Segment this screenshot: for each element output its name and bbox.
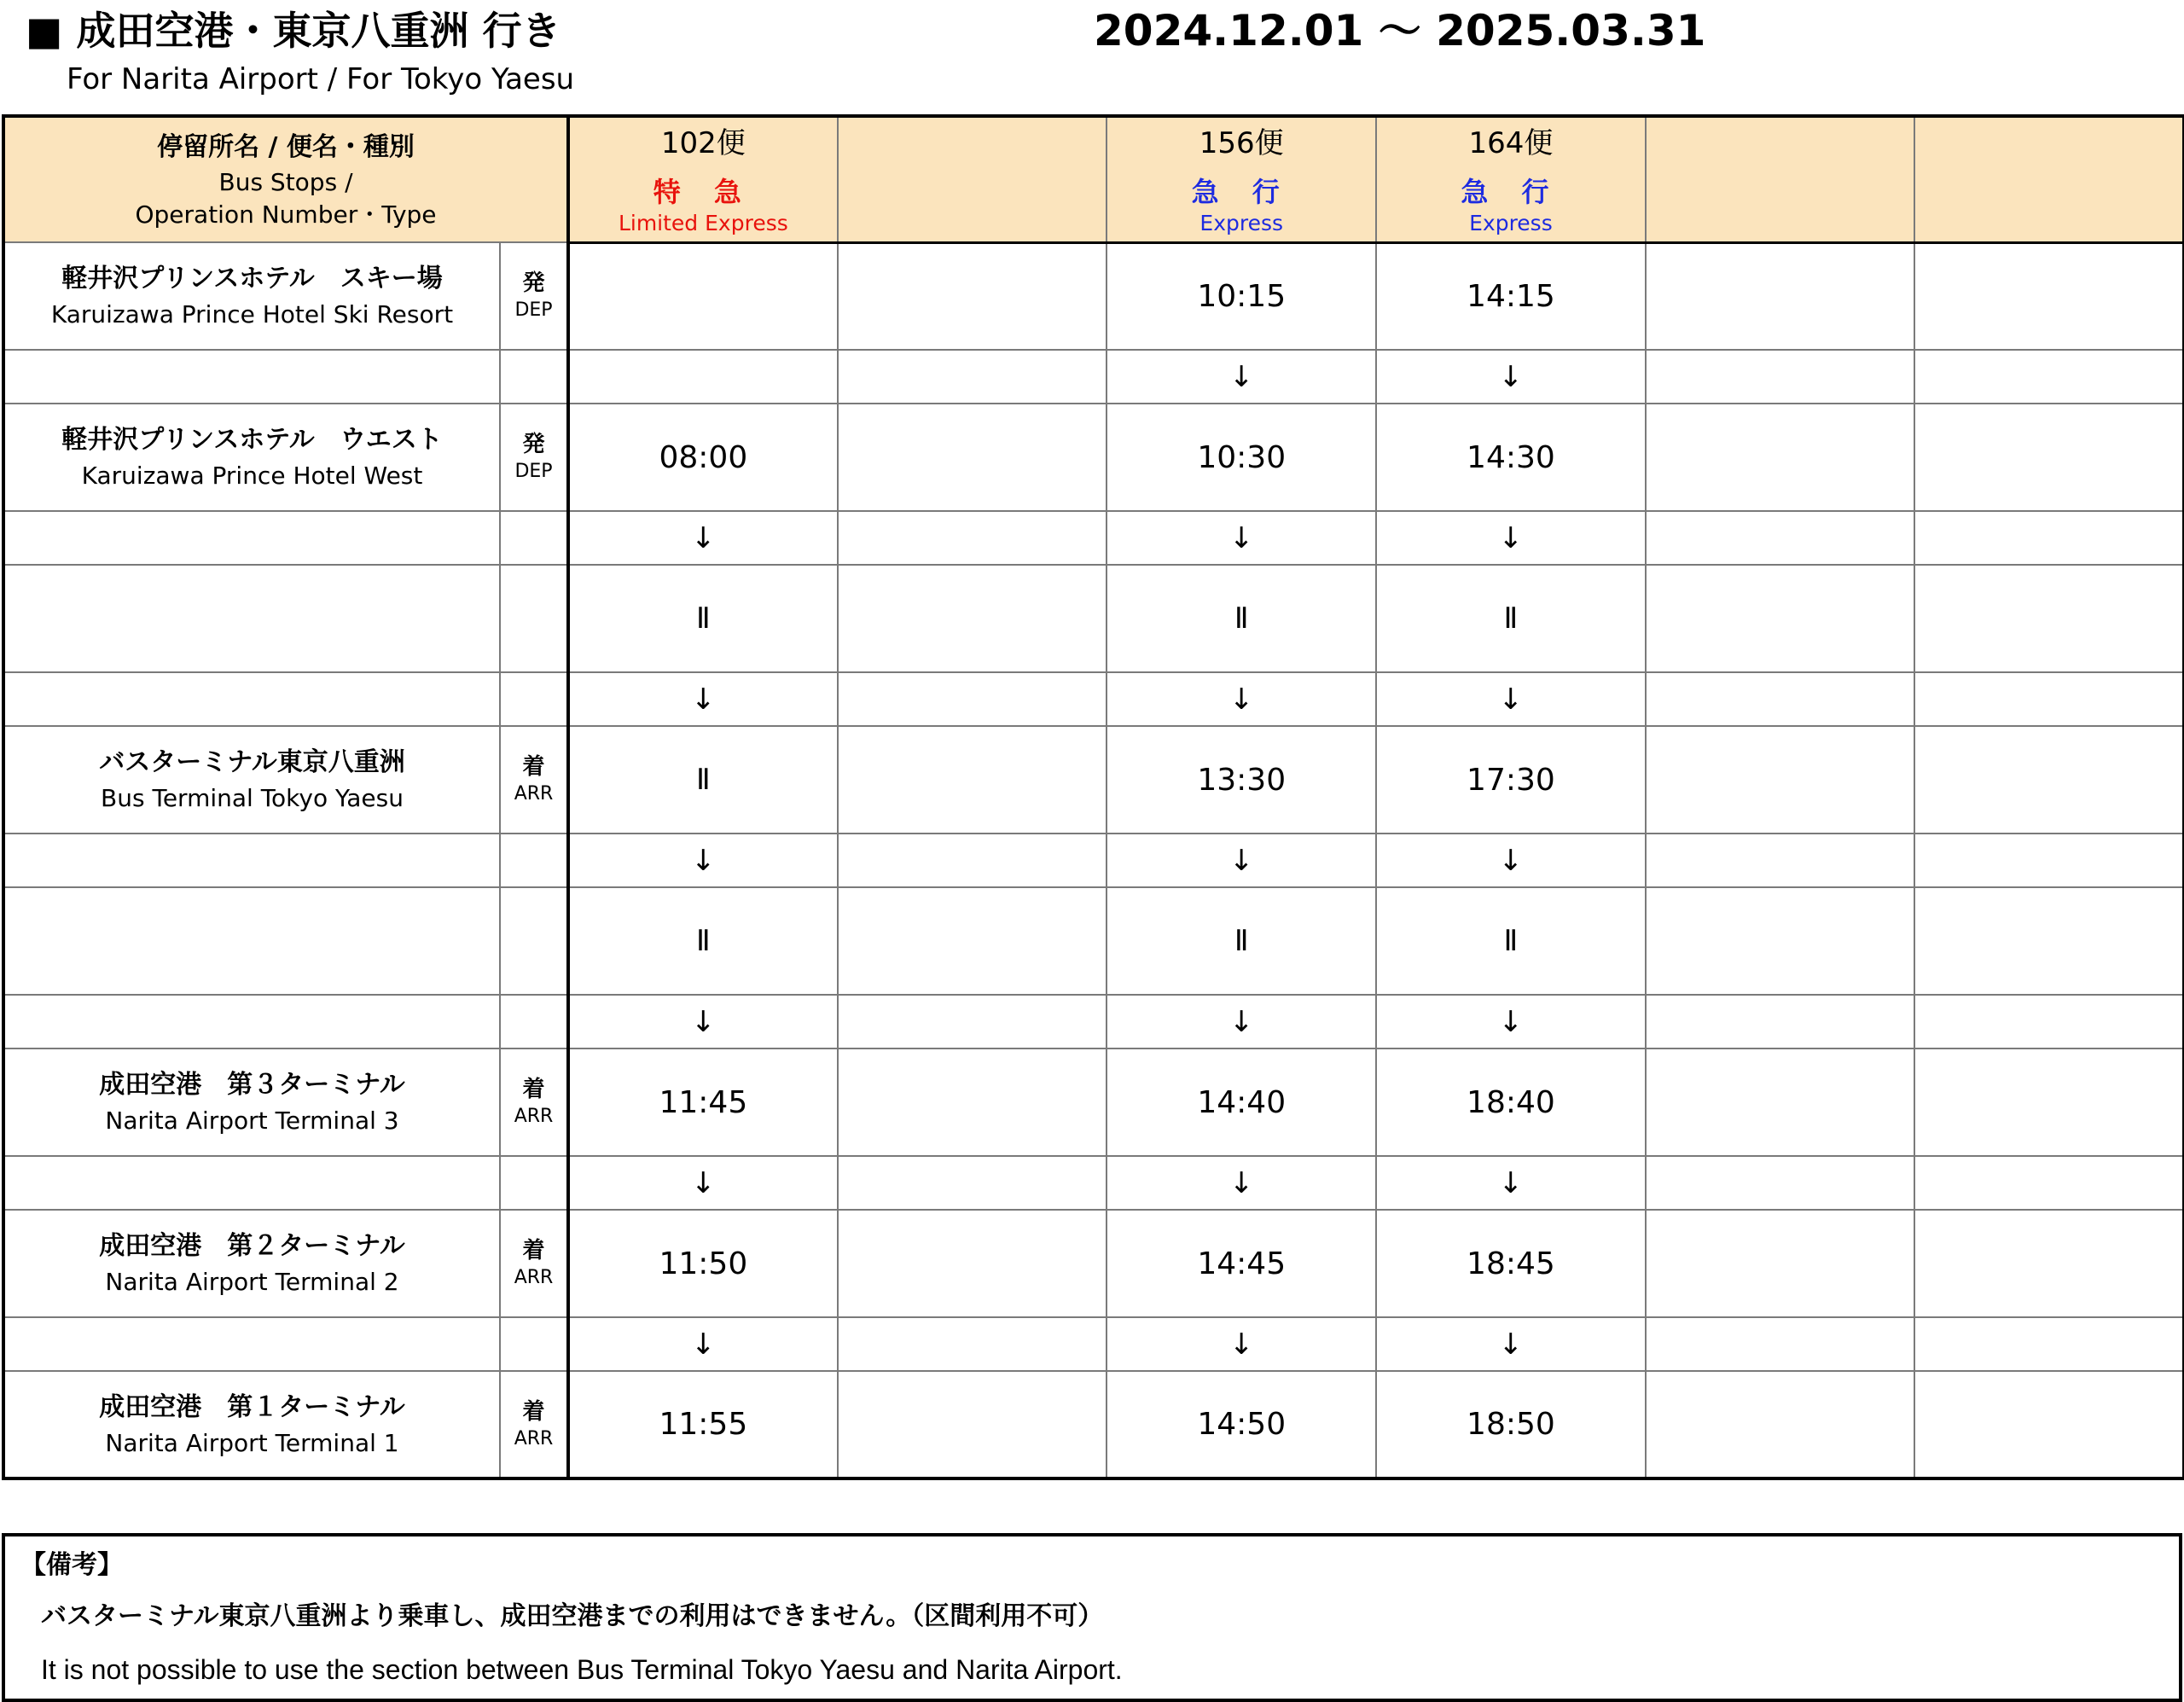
time-cell xyxy=(838,404,1107,511)
direction-en: ARR xyxy=(514,1267,554,1288)
service-type-cell xyxy=(568,169,838,242)
time-cell xyxy=(1914,1371,2184,1478)
time-cell xyxy=(838,995,1107,1049)
time-cell xyxy=(568,565,838,672)
pass-through-mark: Ⅱ xyxy=(695,763,711,797)
connector-row xyxy=(3,350,2184,404)
corner-header-ja: 停留所名 / 便名・種別 xyxy=(157,131,415,162)
stop-name-en: Narita Airport Terminal 2 xyxy=(105,1268,399,1296)
direction-cell xyxy=(500,726,568,834)
down-arrow-icon: ↓ xyxy=(1498,359,1524,394)
time-cell xyxy=(568,726,838,834)
down-arrow-icon: ↓ xyxy=(691,1004,716,1039)
direction-cell xyxy=(500,1210,568,1317)
corner-header-en-2: Operation Number・Type xyxy=(135,200,437,229)
service-type-cell xyxy=(1914,169,2184,242)
stop-name-ja: 軽井沢プリンスホテル スキー場 xyxy=(61,264,443,293)
time-cell xyxy=(568,242,838,350)
time-value: 10:15 xyxy=(1197,278,1287,314)
time-cell xyxy=(1646,404,1915,511)
connector-row xyxy=(3,995,2184,1049)
down-arrow-icon: ↓ xyxy=(691,1165,716,1200)
stop-name-cell xyxy=(3,672,500,726)
time-value: 13:30 xyxy=(1197,762,1287,798)
direction-en: DEP xyxy=(514,299,553,321)
time-cell xyxy=(1376,887,1646,995)
direction-cell xyxy=(500,1049,568,1156)
time-cell xyxy=(838,1371,1107,1478)
down-arrow-icon: ↓ xyxy=(1498,520,1524,555)
stop-name-cell xyxy=(3,995,500,1049)
service-number: 164便 xyxy=(1468,126,1554,160)
down-arrow-icon: ↓ xyxy=(1498,1165,1524,1200)
notes-line-en: It is not possible to use the section between Bus Terminal Tokyo Yaesu and Narita Airport. xyxy=(41,1654,1123,1685)
time-cell xyxy=(1107,1156,1376,1210)
pass-through-mark: Ⅱ xyxy=(1234,601,1249,636)
time-cell xyxy=(1107,565,1376,672)
time-cell xyxy=(1376,1371,1646,1478)
time-cell xyxy=(1376,1317,1646,1371)
time-cell xyxy=(1914,1049,2184,1156)
pass-through-mark: Ⅱ xyxy=(1234,924,1249,958)
service-number: 102便 xyxy=(660,126,746,160)
time-cell xyxy=(568,1049,838,1156)
direction-cell xyxy=(500,565,568,672)
down-arrow-icon: ↓ xyxy=(691,843,716,878)
service-type-ja: 急 行 xyxy=(1191,176,1292,209)
pass-through-mark: Ⅱ xyxy=(695,601,711,636)
service-number: 156便 xyxy=(1199,126,1284,160)
direction-en: DEP xyxy=(514,461,553,482)
service-type-en: Express xyxy=(1469,211,1553,236)
time-value: 14:30 xyxy=(1467,439,1555,475)
time-cell xyxy=(1107,1210,1376,1317)
validity-period: 2024.12.01 ～ 2025.03.31 xyxy=(1094,6,1706,55)
time-value: 14:50 xyxy=(1197,1407,1287,1442)
stop-name-cell xyxy=(3,350,500,404)
time-cell xyxy=(1914,834,2184,887)
down-arrow-icon: ↓ xyxy=(1498,843,1524,878)
time-cell xyxy=(1646,726,1915,834)
time-cell xyxy=(838,1210,1107,1317)
connector-row xyxy=(3,672,2184,726)
direction-cell xyxy=(500,1317,568,1371)
direction-en: ARR xyxy=(514,1427,554,1449)
time-cell xyxy=(1107,1049,1376,1156)
service-type-en: Express xyxy=(1199,211,1284,236)
time-value: 14:40 xyxy=(1197,1084,1287,1120)
stop-row xyxy=(3,1371,2184,1478)
time-value: 10:30 xyxy=(1197,439,1287,475)
stop-row xyxy=(3,404,2184,511)
time-cell xyxy=(1107,834,1376,887)
time-cell xyxy=(1376,726,1646,834)
down-arrow-icon: ↓ xyxy=(1228,1004,1254,1039)
down-arrow-icon: ↓ xyxy=(1228,359,1254,394)
down-arrow-icon: ↓ xyxy=(1228,682,1254,717)
connector-row xyxy=(3,1156,2184,1210)
stop-name-cell xyxy=(3,1210,500,1317)
service-number-cell xyxy=(568,116,838,169)
pass-through-mark: Ⅱ xyxy=(1503,924,1519,958)
stop-row xyxy=(3,565,2184,672)
time-cell xyxy=(1646,1210,1915,1317)
stop-name-en: Karuizawa Prince Hotel Ski Resort xyxy=(50,300,454,328)
stop-name-cell xyxy=(3,834,500,887)
direction-cell xyxy=(500,350,568,404)
time-cell xyxy=(838,242,1107,350)
time-cell xyxy=(1376,1049,1646,1156)
page-title: ■ 成田空港・東京八重洲 行き xyxy=(26,8,561,54)
time-cell xyxy=(568,511,838,565)
direction-ja: 着 xyxy=(522,1238,545,1263)
page-subtitle: For Narita Airport / For Tokyo Yaesu xyxy=(67,62,575,96)
header-row-numbers xyxy=(3,116,2184,169)
down-arrow-icon: ↓ xyxy=(1228,1165,1254,1200)
time-value: 11:50 xyxy=(659,1246,748,1281)
time-cell xyxy=(1914,565,2184,672)
direction-ja: 発 xyxy=(522,432,545,457)
time-cell xyxy=(1646,1049,1915,1156)
connector-row xyxy=(3,1317,2184,1371)
time-value: 14:45 xyxy=(1197,1246,1287,1281)
time-cell xyxy=(1914,242,2184,350)
time-cell xyxy=(1107,242,1376,350)
stop-name-en: Narita Airport Terminal 3 xyxy=(105,1107,399,1135)
time-cell xyxy=(1107,511,1376,565)
time-value: 18:50 xyxy=(1467,1407,1555,1442)
time-cell xyxy=(1914,1317,2184,1371)
stop-name-cell xyxy=(3,726,500,834)
time-value: 08:00 xyxy=(659,439,748,475)
service-number-cell xyxy=(838,116,1107,169)
corner-header-en-1: Bus Stops / xyxy=(218,167,353,196)
time-cell xyxy=(1107,995,1376,1049)
service-type-ja: 特 急 xyxy=(653,176,753,209)
time-value: 18:45 xyxy=(1467,1246,1555,1281)
stop-name-cell xyxy=(3,404,500,511)
time-cell xyxy=(568,1210,838,1317)
corner-header xyxy=(3,116,568,242)
service-type-cell xyxy=(838,169,1107,242)
time-cell xyxy=(1107,887,1376,995)
time-cell xyxy=(568,995,838,1049)
time-cell xyxy=(568,887,838,995)
notes-box xyxy=(2,1533,2182,1702)
direction-en: ARR xyxy=(514,783,554,805)
down-arrow-icon: ↓ xyxy=(691,682,716,717)
pass-through-mark: Ⅱ xyxy=(695,924,711,958)
time-cell xyxy=(1646,511,1915,565)
time-cell xyxy=(1914,1156,2184,1210)
connector-row xyxy=(3,511,2184,565)
time-cell xyxy=(1914,995,2184,1049)
down-arrow-icon: ↓ xyxy=(691,520,716,555)
stop-row xyxy=(3,242,2184,350)
stop-row xyxy=(3,726,2184,834)
time-cell xyxy=(1107,350,1376,404)
direction-ja: 着 xyxy=(522,1077,545,1102)
time-cell xyxy=(1914,350,2184,404)
down-arrow-icon: ↓ xyxy=(1228,1327,1254,1362)
stop-name-en: Karuizawa Prince Hotel West xyxy=(81,462,423,490)
time-cell xyxy=(1646,350,1915,404)
down-arrow-icon: ↓ xyxy=(1498,1327,1524,1362)
time-cell xyxy=(568,672,838,726)
stop-name-cell xyxy=(3,242,500,350)
time-cell xyxy=(568,834,838,887)
time-cell xyxy=(1376,1156,1646,1210)
time-cell xyxy=(838,350,1107,404)
time-cell xyxy=(1646,1371,1915,1478)
time-cell xyxy=(1646,242,1915,350)
time-value: 14:15 xyxy=(1467,278,1555,314)
stop-row xyxy=(3,1210,2184,1317)
time-value: 11:45 xyxy=(659,1084,748,1120)
time-cell xyxy=(1646,672,1915,726)
stop-name-cell xyxy=(3,565,500,672)
time-cell xyxy=(1107,404,1376,511)
stop-name-cell xyxy=(3,1371,500,1478)
down-arrow-icon: ↓ xyxy=(1498,1004,1524,1039)
time-cell xyxy=(1646,887,1915,995)
stop-name-en: Bus Terminal Tokyo Yaesu xyxy=(101,784,404,812)
time-cell xyxy=(1646,1156,1915,1210)
time-cell xyxy=(1376,404,1646,511)
stop-name-ja: 成田空港 第１ターミナル xyxy=(99,1391,405,1422)
notes-heading: 【備考】 xyxy=(20,1550,123,1580)
time-cell xyxy=(1107,726,1376,834)
stop-row xyxy=(3,1049,2184,1156)
service-type-cell xyxy=(1646,169,1915,242)
time-cell xyxy=(838,834,1107,887)
time-cell xyxy=(838,1317,1107,1371)
direction-ja: 発 xyxy=(522,270,545,296)
time-cell xyxy=(1376,350,1646,404)
stop-name-ja: 成田空港 第３ターミナル xyxy=(99,1070,405,1100)
time-cell xyxy=(1376,834,1646,887)
time-cell xyxy=(1646,995,1915,1049)
time-cell xyxy=(568,1156,838,1210)
time-cell xyxy=(1107,672,1376,726)
time-cell xyxy=(568,350,838,404)
time-cell xyxy=(568,404,838,511)
stop-name-ja: 軽井沢プリンスホテル ウエスト xyxy=(61,425,443,455)
time-cell xyxy=(838,1156,1107,1210)
time-cell xyxy=(1376,565,1646,672)
time-cell xyxy=(838,887,1107,995)
direction-en: ARR xyxy=(514,1106,554,1127)
stop-name-ja: バスターミナル東京八重洲 xyxy=(99,747,405,777)
stop-row xyxy=(3,887,2184,995)
direction-cell xyxy=(500,1156,568,1210)
time-cell xyxy=(1107,1317,1376,1371)
service-type-cell xyxy=(1376,169,1646,242)
stop-name-cell xyxy=(3,887,500,995)
time-cell xyxy=(838,726,1107,834)
stop-name-ja: 成田空港 第２ターミナル xyxy=(99,1231,405,1261)
service-number-cell xyxy=(1914,116,2184,169)
direction-cell xyxy=(500,1371,568,1478)
time-cell xyxy=(1914,404,2184,511)
time-value: 17:30 xyxy=(1467,762,1555,798)
down-arrow-icon: ↓ xyxy=(691,1327,716,1362)
time-cell xyxy=(838,565,1107,672)
service-type-en: Limited Express xyxy=(618,211,788,236)
direction-cell xyxy=(500,672,568,726)
notes-line-ja: バスターミナル東京八重洲より乗車し、成田空港までの利用はできません。（区間利用不可） xyxy=(41,1601,1104,1631)
service-type-cell xyxy=(1107,169,1376,242)
direction-cell xyxy=(500,834,568,887)
time-cell xyxy=(568,1371,838,1478)
time-cell xyxy=(1646,565,1915,672)
connector-row xyxy=(3,834,2184,887)
down-arrow-icon: ↓ xyxy=(1228,843,1254,878)
time-cell xyxy=(1914,672,2184,726)
direction-cell xyxy=(500,404,568,511)
down-arrow-icon: ↓ xyxy=(1498,682,1524,717)
service-number-cell xyxy=(1107,116,1376,169)
time-cell xyxy=(1914,511,2184,565)
time-cell xyxy=(838,1049,1107,1156)
service-number-cell xyxy=(1646,116,1915,169)
time-cell xyxy=(1646,1317,1915,1371)
time-cell xyxy=(1376,1210,1646,1317)
stop-name-en: Narita Airport Terminal 1 xyxy=(105,1428,399,1457)
pass-through-mark: Ⅱ xyxy=(1503,601,1519,636)
down-arrow-icon: ↓ xyxy=(1228,520,1254,555)
service-type-ja: 急 行 xyxy=(1461,176,1561,209)
time-cell xyxy=(1914,887,2184,995)
time-cell xyxy=(1646,834,1915,887)
stop-name-cell xyxy=(3,1049,500,1156)
timetable xyxy=(2,114,2184,1480)
time-cell xyxy=(1914,726,2184,834)
time-cell xyxy=(1376,672,1646,726)
direction-ja: 着 xyxy=(522,1398,545,1425)
service-number-cell xyxy=(1376,116,1646,169)
time-cell xyxy=(838,672,1107,726)
stop-name-cell xyxy=(3,1156,500,1210)
direction-cell xyxy=(500,887,568,995)
direction-ja: 着 xyxy=(522,754,545,780)
time-cell xyxy=(1376,995,1646,1049)
stop-name-cell xyxy=(3,511,500,565)
time-cell xyxy=(1376,511,1646,565)
time-cell xyxy=(1376,242,1646,350)
stop-name-cell xyxy=(3,1317,500,1371)
direction-cell xyxy=(500,511,568,565)
time-cell xyxy=(1914,1210,2184,1317)
direction-cell xyxy=(500,995,568,1049)
direction-cell xyxy=(500,242,568,350)
time-cell xyxy=(838,511,1107,565)
time-value: 18:40 xyxy=(1467,1084,1555,1120)
time-value: 11:55 xyxy=(659,1407,748,1442)
time-cell xyxy=(1107,1371,1376,1478)
time-cell xyxy=(568,1317,838,1371)
